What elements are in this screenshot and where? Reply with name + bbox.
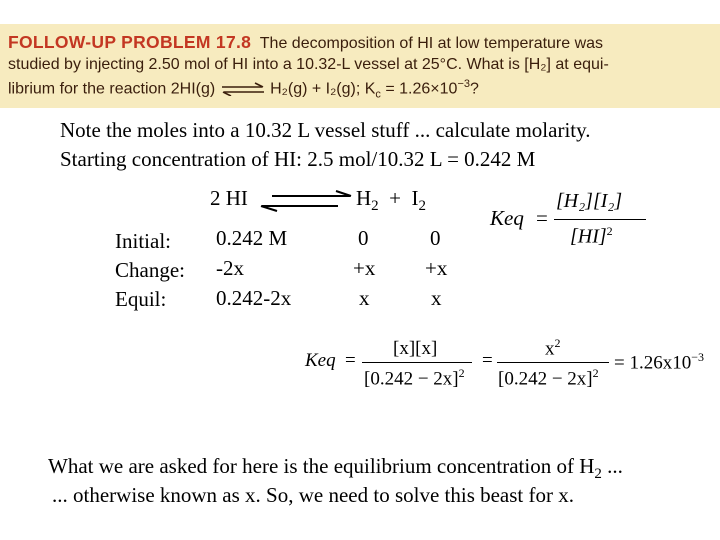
keq-den-text: [HI] [570, 225, 607, 248]
banner-line-2: studied by injecting 2.50 mol of HI into a 10.32-L vessel at 25°C. What is [H₂] at equi- [8, 56, 609, 73]
keq-sub-num2-text: x [545, 338, 555, 360]
keq-sub-label: Keq [305, 350, 336, 371]
banner-label: FOLLOW-UP PROBLEM 17.8 [8, 32, 252, 52]
ice-hi-change: -2x [216, 256, 244, 280]
ice-label-equil: Equil: [115, 287, 167, 311]
reaction-plus: + [389, 186, 402, 210]
conclusion-line-2: ... otherwise known as x. So, we need to solve this beast for x. [52, 483, 574, 507]
conclusion-line-1-end: ... [601, 454, 623, 478]
follow-up-problem-banner [0, 24, 720, 108]
keq-sub-den1-text: [0.242 − 2x] [364, 368, 459, 390]
note-line-1: Note the moles into a 10.32 L vessel stuff ... calculate molarity. [60, 118, 591, 142]
keq-sub-den2 [498, 366, 599, 390]
keq-sub-equals: = [345, 350, 356, 371]
keq-sub-bar2 [497, 362, 609, 363]
reaction-products [356, 186, 427, 214]
conclusion-h2-sub: 2 [594, 466, 602, 482]
product-i-sub: 2 [418, 198, 427, 214]
keq-sub-bar1 [362, 362, 472, 363]
keq-sub-den2-exp: 2 [592, 366, 599, 380]
note-line-2: Starting concentration of HI: 2.5 mol/10.32 L = 0.242 M [60, 147, 536, 171]
ice-hi-equil: 0.242-2x [216, 286, 292, 310]
keq-equals: = [536, 206, 548, 230]
product-i: I [411, 186, 419, 210]
ice-label-change: Change: [115, 258, 185, 282]
keq-sub-result-text: = 1.26x10 [614, 352, 692, 374]
equilibrium-arrow-icon [220, 82, 266, 96]
keq-label: Keq [490, 206, 524, 230]
ice-i2-equil: x [431, 286, 442, 310]
keq-numerator: [H₂][I₂] [556, 190, 623, 212]
conclusion-line-1 [48, 454, 623, 482]
ice-h2-initial: 0 [358, 226, 369, 250]
keq-sub-num2-exp: 2 [554, 336, 561, 350]
keq-denominator [570, 224, 613, 249]
ice-i2-initial: 0 [430, 226, 441, 250]
keq-sub-den2-text: [0.242 − 2x] [498, 368, 593, 390]
ice-label-initial: Initial: [115, 229, 171, 253]
reaction-equilibrium-arrow-icon [258, 190, 354, 212]
banner-kc-sub: c [375, 88, 381, 101]
keq-sub-den1 [364, 366, 465, 390]
banner-line-1 [8, 32, 603, 53]
keq-sub-result-exp: −3 [691, 350, 704, 364]
keq-fraction-bar [554, 219, 646, 220]
ice-h2-change: +x [353, 256, 376, 280]
banner-text-1: The decomposition of HI at low temperature was [259, 35, 604, 52]
banner-exp: −3 [457, 78, 470, 90]
product-h: H [356, 186, 372, 210]
reaction-reactant: 2 HI [210, 186, 248, 210]
banner-text-3b: H₂(g) + I₂(g); K [270, 80, 376, 98]
keq-sub-result [614, 350, 704, 374]
keq-den-exp: 2 [606, 224, 613, 238]
keq-sub-num2 [545, 336, 561, 360]
ice-h2-equil: x [359, 286, 370, 310]
keq-sub-den1-exp: 2 [458, 366, 465, 380]
product-h-sub: 2 [371, 198, 379, 214]
keq-sub-equals-2: = [482, 350, 493, 371]
ice-hi-initial: 0.242 M [216, 226, 288, 250]
conclusion-line-1-text: What we are asked for here is the equilibrium concentration of H [48, 454, 595, 478]
banner-line-3 [8, 78, 479, 101]
banner-text-3d: = 1.26×10 [380, 80, 458, 98]
banner-text-3a: librium for the reaction 2HI(g) [8, 80, 216, 98]
keq-sub-num1: [x][x] [393, 338, 438, 359]
ice-i2-change: +x [425, 256, 448, 280]
banner-text-3e: ? [469, 80, 479, 98]
